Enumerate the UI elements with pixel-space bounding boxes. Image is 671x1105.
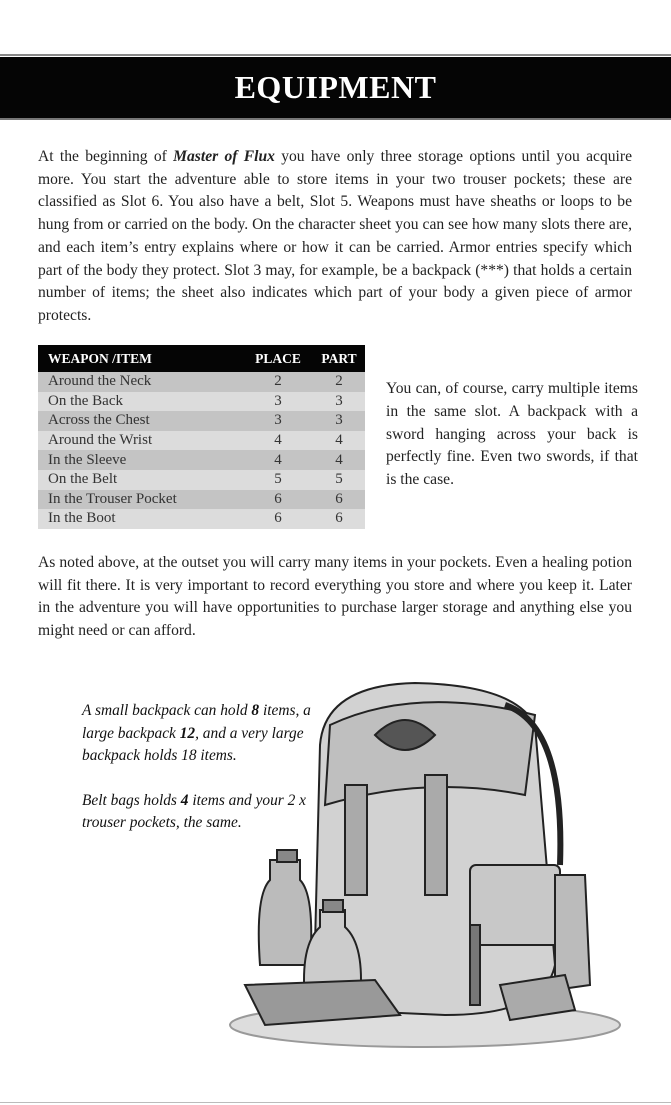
cell-item: On the Belt [38, 470, 243, 490]
cell-place: 5 [243, 470, 313, 490]
table-row [38, 372, 365, 392]
cell-place: 3 [243, 392, 313, 412]
cell-place: 6 [243, 490, 313, 510]
table-row [38, 450, 365, 470]
header-place: PLACE [243, 345, 313, 372]
book-title: Master of Flux [173, 148, 275, 165]
footer-rule [0, 1102, 671, 1103]
cell-part: 3 [313, 411, 365, 431]
note-text: Belt bags holds [82, 791, 181, 809]
backpack-illustration [225, 665, 630, 1060]
second-paragraph: As noted above, at the outset you will carry many items in your pockets. Even a healing potion will fit there. It is very important to record everything you store and where you keep it. Later in the adventure you will have opportunities to purchase larger storage and anything else you might need or can afford. [38, 554, 632, 640]
cell-item: On the Back [38, 392, 243, 412]
note-number: 12 [179, 724, 196, 742]
cell-place: 4 [243, 450, 313, 470]
cell-part: 6 [313, 490, 365, 510]
intro-text-rest: you have only three storage options until you acquire more. You start the adventure able to store items in your two trouser pockets; these are classified as Slot 6. You also have a belt, Slot 5. Weapons must have sheaths or loops to be hung from or carried on the body. On the character sheet you can see how many slots there are, and each item’s entry explains where or how it can be carried. Armor entries specify which part of the body they protect. Slot 3 may, for example, be a backpack (***) that holds a certain number of items; the sheet also indicates which part of your body a given piece of armor protects. [38, 148, 632, 324]
table-row [38, 392, 365, 412]
page-title: EQUIPMENT [234, 69, 437, 105]
note-number: 8 [251, 702, 260, 719]
slot-table [38, 345, 365, 529]
note-text: , and a very large backpack holds 18 items. [82, 724, 304, 764]
cell-place: 4 [243, 431, 313, 451]
header-rule [0, 54, 671, 56]
header-weapon-item: WEAPON /ITEM [38, 345, 243, 372]
note-text: items and your 2 x trouser pockets, the same. [82, 791, 307, 831]
cell-place: 6 [243, 509, 313, 529]
intro-paragraph [38, 146, 632, 328]
cell-item: Around the Neck [38, 372, 243, 392]
side-paragraph: You can, of course, carry multiple items in the same slot. A backpack with a sword hanging across your back is perfectly fine. Even two swords, if that is the case. [386, 380, 638, 489]
table-row [38, 470, 365, 490]
cell-part: 2 [313, 372, 365, 392]
intro-text-start: At the beginning of [38, 148, 174, 165]
note-number: 4 [180, 791, 189, 809]
table-header-row [38, 345, 365, 372]
note-text: items, a large backpack [82, 702, 311, 742]
cell-item: In the Boot [38, 509, 243, 529]
cell-item: Around the Wrist [38, 431, 243, 451]
cell-item: In the Trouser Pocket [38, 490, 243, 510]
cell-part: 6 [313, 509, 365, 529]
cell-item: In the Sleeve [38, 450, 243, 470]
header-part: PART [313, 345, 365, 372]
table-row [38, 509, 365, 529]
cell-part: 4 [313, 450, 365, 470]
note-text: A small backpack can hold [82, 702, 252, 719]
table-row [38, 490, 365, 510]
table-row [38, 411, 365, 431]
cell-part: 3 [313, 392, 365, 412]
cell-place: 2 [243, 372, 313, 392]
table-row [38, 431, 365, 451]
cell-place: 3 [243, 411, 313, 431]
cell-part: 4 [313, 431, 365, 451]
cell-item: Across the Chest [38, 411, 243, 431]
cell-part: 5 [313, 470, 365, 490]
section-banner [0, 57, 671, 120]
